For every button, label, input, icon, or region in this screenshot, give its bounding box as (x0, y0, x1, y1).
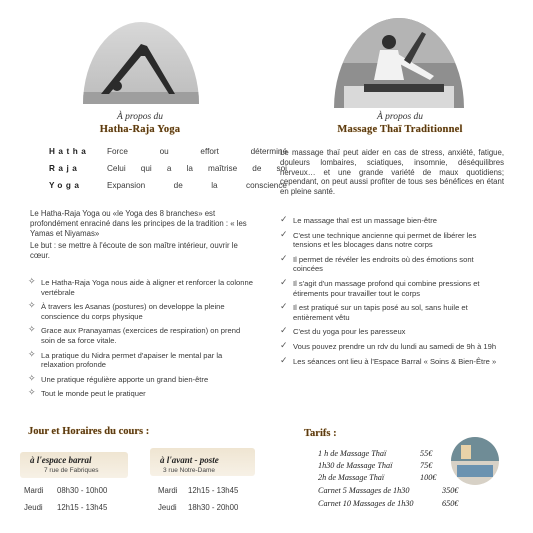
place2-time: 12h15 - 13h45 (188, 486, 239, 495)
check-icon: ✓ (280, 339, 288, 350)
four-point-star-icon: ✧ (28, 276, 36, 286)
place1-day: Jeudi (24, 503, 43, 512)
four-point-star-icon: ✧ (28, 348, 36, 359)
right-kicker: À propos du (376, 112, 424, 122)
check-icon: ✓ (280, 252, 288, 263)
yoga-photo (83, 22, 199, 104)
tarif-label: 2h de Massage Thaï (318, 473, 385, 482)
list-item: ✧ Grace aux Pranayamas (exercices de respiration) on prend soin de sa force vitale. (28, 324, 241, 345)
left-kicker: À propos du (116, 112, 164, 122)
tarif-row (318, 449, 438, 458)
tarif-label: 1 h de Massage Thaï (318, 449, 387, 458)
tarif-price: 55€ (420, 449, 433, 458)
left-intro-2: Le but : se mettre à l'écoute de son maître intérieur, ouvrir le cœur. (30, 241, 238, 260)
hry-key: Hatha (49, 147, 90, 156)
hry-value: Force ou effort déterminé (107, 147, 287, 156)
hry-value: Expansion de la conscience (107, 181, 287, 190)
massage-benefits-list (280, 216, 505, 371)
left-heading: Hatha-Raja Yoga (99, 124, 181, 135)
check-icon: ✓ (280, 354, 288, 365)
place2-address: 3 rue Notre-Dame (163, 467, 216, 474)
hry-value: Celui qui a la maîtrise de soi (107, 164, 287, 173)
place1-name: à l'espace barral (30, 455, 92, 465)
place1-time: 08h30 - 10h00 (57, 486, 108, 495)
list-item: ✧ Une pratique régulière apporte un grand bien-être (28, 372, 209, 384)
tarif-row (318, 486, 478, 495)
place2-name: à l'avant - poste (160, 455, 219, 465)
place1-time: 12h15 - 13h45 (57, 503, 108, 512)
list-item: ✓ Le massage thaï est un massage bien-être (280, 214, 437, 225)
tarif-row (318, 473, 438, 482)
list-item: ✧ Tout le monde peut le pratiquer (28, 387, 146, 399)
list-item: ✓ Vous pouvez prendre un rdv du lundi au samedi de 9h à 19h (280, 339, 497, 351)
hry-definitions (49, 147, 289, 197)
hry-key: Raja (49, 164, 81, 173)
massage-room-photo (451, 437, 499, 485)
tarifs-title: Tarifs : (304, 428, 337, 439)
four-point-star-icon: ✧ (28, 387, 36, 398)
tarif-price: 650€ (442, 499, 459, 508)
list-item: ✓ C'est une technique ancienne qui permet de libérer les tensions et les blocages dans notre corps (280, 228, 477, 250)
list-item: ✓ Il s'agit d'un massage profond qui combine pressions et étirements pour travailler tout le corps (280, 276, 480, 298)
hry-key: Yoga (49, 181, 83, 190)
yoga-benefits-list (28, 278, 256, 404)
tarif-label: Carnet 5 Massages de 1h30 (318, 486, 410, 495)
tarif-row (318, 499, 478, 508)
four-point-star-icon: ✧ (28, 300, 36, 311)
place2-day: Jeudi (158, 503, 177, 512)
four-point-star-icon: ✧ (28, 324, 36, 335)
list-item: ✓ C'est du yoga pour les paresseux (280, 325, 406, 337)
right-heading: Massage Thaï Traditionnel (337, 124, 463, 135)
place1-day: Mardi (24, 486, 44, 495)
list-item: ✓ Il est pratiqué sur un tapis posé au sol, sans huile et entièrement vêtu (280, 301, 468, 322)
massage-photo (334, 18, 464, 108)
place2-time: 18h30 - 20h00 (188, 503, 239, 512)
four-point-star-icon: ✧ (28, 372, 36, 383)
tarif-price: 75€ (420, 461, 433, 470)
check-icon: ✓ (280, 214, 288, 224)
tarif-label: 1h30 de Massage Thaï (318, 461, 393, 470)
left-intro-1: Le Hatha-Raja Yoga ou «le Yoga des 8 branches» est profondément enraciné dans les principes de la tradition : « les Yamas et Niyamas» (30, 209, 247, 238)
tarif-price: 350€ (442, 486, 459, 495)
tarif-label: Carnet 10 Massages de 1h30 (318, 499, 414, 508)
list-item: ✧ À travers les Asanas (postures) on developpe la pleine conscience du corps physique (28, 300, 225, 321)
list-item: ✓ Les séances ont lieu à l'Espace Barral « Soins & Bien-Être » (280, 354, 497, 366)
list-item: ✧ La pratique du Nidra permet d'apaiser le mental par la relaxation profonde (28, 348, 223, 370)
place1-address: 7 rue de Fabriques (44, 467, 99, 474)
tarif-row (318, 461, 438, 470)
check-icon: ✓ (280, 301, 288, 312)
list-item: ✧ Le Hatha-Raja Yoga nous aide à aligner et renforcer la colonne vertébrale (28, 276, 253, 297)
place2-day: Mardi (158, 486, 178, 495)
check-icon: ✓ (280, 228, 288, 239)
courses-title: Jour et Horaires du cours : (28, 426, 150, 437)
tarif-price: 100€ (420, 473, 437, 482)
right-intro: Le massage thaï peut aider en cas de stress, anxiété, fatigue, douleurs lombaires, sciatiques, insomnie, déséquilibres nerveux… et une grande variété de maux quotidiens; cependant, on peut aussi profiter de tous ses bénéfices en étant en pleine santé. (280, 148, 504, 197)
check-icon: ✓ (280, 276, 288, 287)
check-icon: ✓ (280, 325, 288, 336)
list-item: ✓ Il permet de révéler les endroits où des émotions sont coincées (280, 252, 474, 274)
